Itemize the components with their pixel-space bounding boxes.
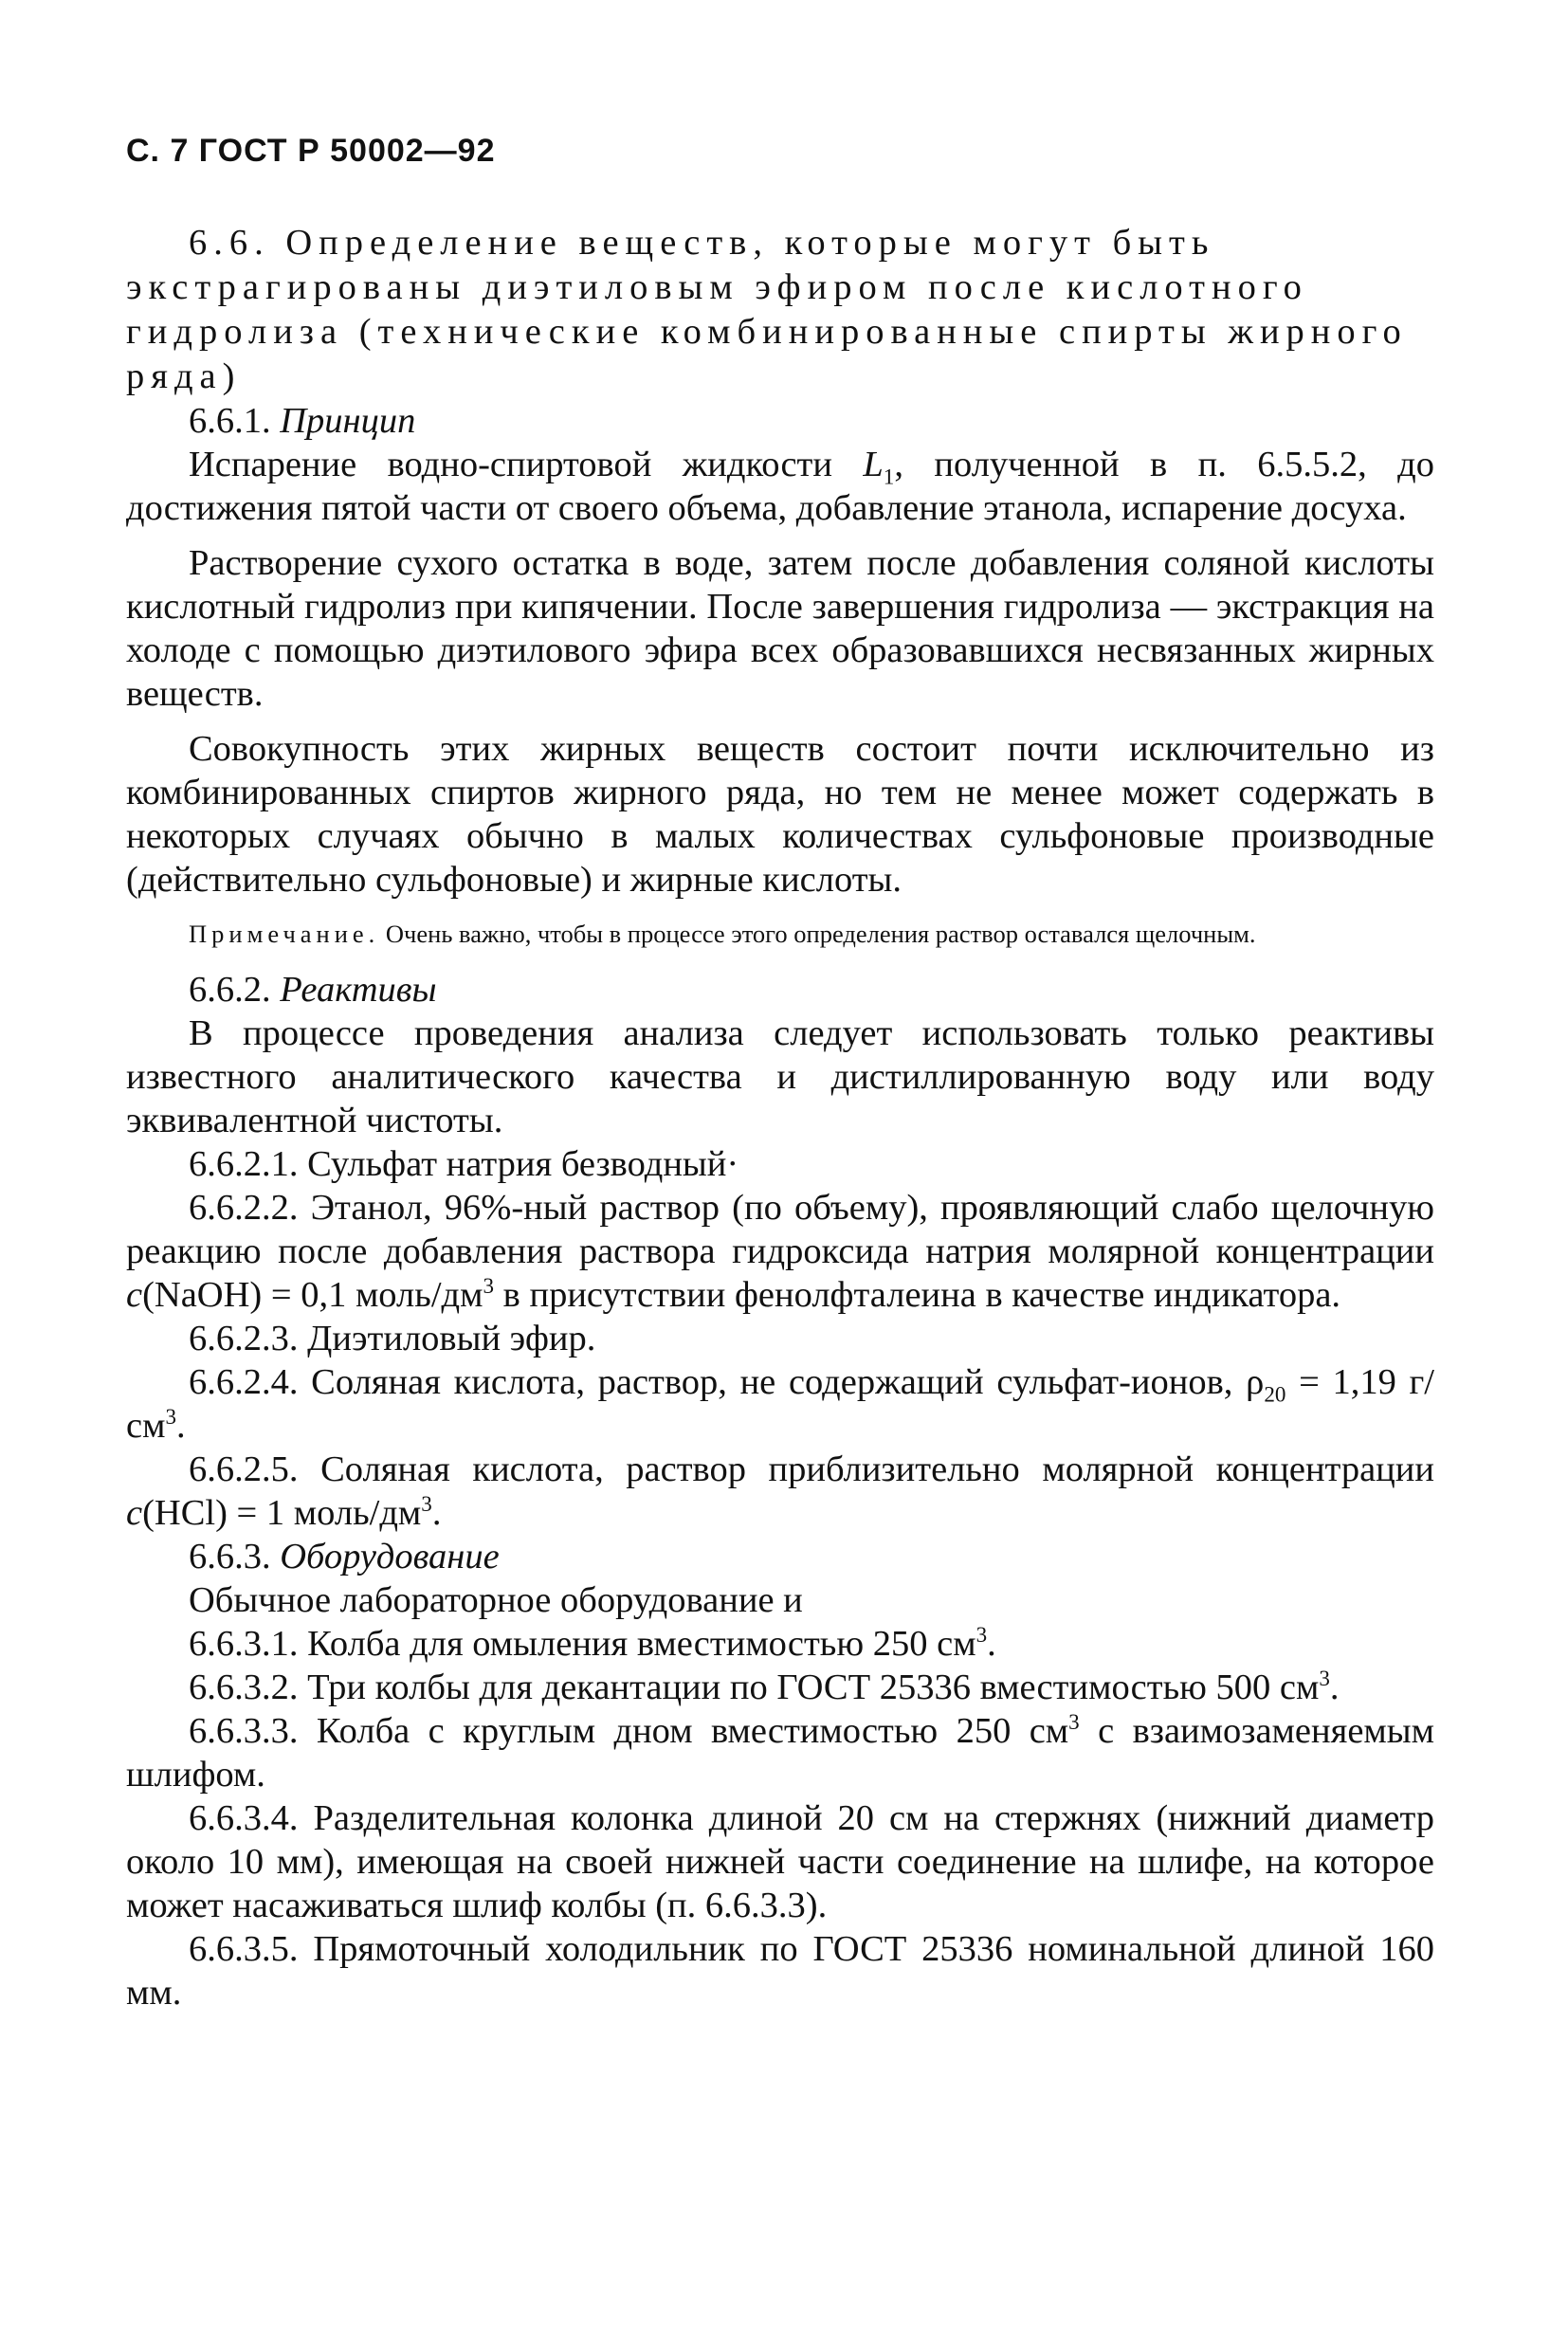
paragraph: Обычное лабораторное оборудование и	[189, 1580, 803, 1620]
page-header: С. 7 ГОСТ Р 50002—92	[126, 133, 496, 169]
section-title: 6.6. Определение веществ, которые могут быть экстрагированы диэтиловым эфиром после кислотного гидролиза (технические комбинированные спирты жирного ряда)	[126, 223, 1408, 396]
list-item: 6.6.2.3. Диэтиловый эфир.	[189, 1319, 596, 1358]
subsection-heading-equipment	[126, 1535, 1434, 1578]
subsection-heading-reagents	[126, 968, 1434, 1011]
note-label: Примечание.	[189, 920, 380, 948]
document-page	[126, 133, 1434, 2014]
paragraph: Растворение сухого остатка в воде, затем после добавления соляной кислоты кислотный гидролиз при кипячении. После завершения гидролиза — экстракция на холоде с помощью диэтилового эфира всех образовавшихся несвязанных жирных веществ.	[126, 543, 1434, 714]
list-item: 6.6.2.2. Этанол, 96%-ный раствор (по объему), проявляющий слабо щелочную реакцию после добавления раствора гидроксида натрия молярной концентрации c(NaOH) = 0,1 моль/$дм^3$ в присутствии фенолфталеина в качестве индикатора.	[126, 1188, 1434, 1315]
subsection-title: Реактивы	[280, 970, 437, 1010]
subsection-title: Принцип	[280, 401, 416, 441]
paragraph: В процессе проведения анализа следует использовать только реактивы известного аналитического качества и дистиллированную воду или воду эквивалентной чистоты.	[126, 1013, 1434, 1140]
paragraph: Испарение водно-спиртовой жидкости $L_1$, полученной в п. 6.5.5.2, до достижения пятой части от своего объема, добавление этанола, испарение досуха.	[126, 445, 1434, 528]
list-item: 6.6.2.5. Соляная кислота, раствор приблизительно молярной концентрации c(HCl) = 1 моль/$дм^3$.	[126, 1449, 1434, 1533]
list-item: 6.6.2.1. Сульфат натрия безводный·	[189, 1144, 739, 1184]
list-item: 6.6.3.4. Разделительная колонка длиной 20 см на стержнях (нижний диаметр около 10 мм), имеющая на своей нижней части соединение на шлифе, на которое может насаживаться шлиф колбы (п. 6.6.3.3).	[126, 1798, 1434, 1925]
list-item: 6.6.3.1. Колба для омыления вместимостью 250 $см^3$.	[189, 1622, 996, 1664]
paragraph: Совокупность этих жирных веществ состоит почти исключительно из комбинированных спиртов жирного ряда, но тем не менее может содержать в некоторых случаях обычно в малых количествах сульфоновые производные (действительно сульфоновые) и жирные кислоты.	[126, 729, 1434, 900]
note	[126, 917, 1434, 951]
subsection-number: 6.6.1.	[189, 401, 271, 441]
list-item: 6.6.3.3. Колба с круглым дном вместимостью 250 $см^3$ с взаимозаменяемым шлифом.	[126, 1709, 1435, 1795]
subsection-title: Оборудование	[280, 1537, 500, 1576]
subsection-number: 6.6.2.	[189, 970, 271, 1010]
subsection-heading-principle	[126, 399, 1434, 443]
list-item: 6.6.2.4. Соляная кислота, раствор, не содержащий сульфат-ионов, $\rho_{20} = 1,19$ $г/см^3$.	[126, 1362, 1434, 1446]
list-item: 6.6.3.5. Прямоточный холодильник по ГОСТ 25336 номинальной длиной 160 мм.	[126, 1929, 1434, 2013]
list-item: 6.6.3.2. Три колбы для декантации по ГОСТ 25336 вместимостью 500 $см^3$.	[189, 1666, 1340, 1707]
note-text: Очень важно, чтобы в процессе этого определения раствор оставался щелочным.	[379, 920, 1256, 948]
subsection-number: 6.6.3.	[189, 1537, 271, 1576]
